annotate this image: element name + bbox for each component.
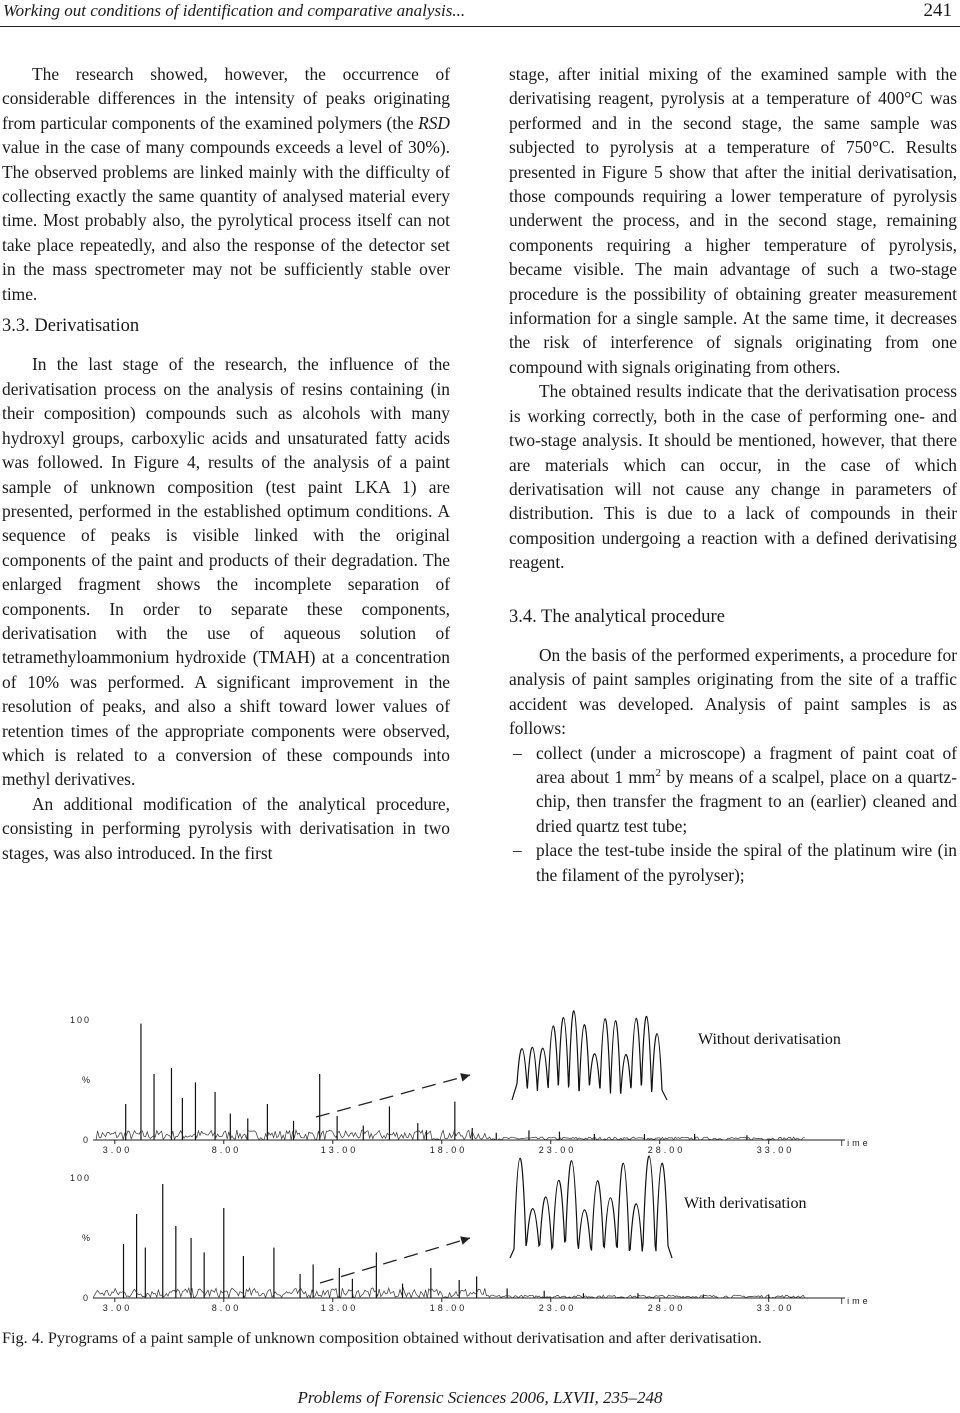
- procedure-step-collect: – collect (under a microscope) a fragment of paint coat of area about 1 $mm^2$ by means of a scalpel, place on a quartz-chip, then transfer the fragment to an (earlier) cleaned and dried quartz test tube;: [509, 741, 957, 839]
- x-tick-label: 23.00: [538, 1303, 577, 1313]
- panel-label: With derivatisation: [684, 1195, 807, 1212]
- journal-footer: Problems of Forensic Sciences 2006, LXVII, 235–248: [297, 1388, 663, 1407]
- baseline-noise: [93, 1288, 805, 1298]
- x-tick-label: 18.00: [429, 1303, 468, 1313]
- paragraph-results: The obtained results indicate that the derivatisation process is working correctly, both in the case of performing one- and two-stage analysis. It should be mentioned, however, that there are materials which can occur, in the case of which derivatisation will not cause any change in parameters of distribution. This is due to a lack of compounds in their composition undergoing a reaction with a defined derivatising reagent.: [509, 381, 957, 573]
- rsd-term: RSD: [418, 112, 450, 133]
- x-axis-title: Time: [839, 1138, 871, 1148]
- magnified-fragment: [510, 1156, 672, 1258]
- arrow-head: [460, 1073, 470, 1081]
- paragraph-two-stage: An additional modification of the analytical procedure, consisting in performing pyrolysis with derivatisation in two stages, was also introduced. In the first: [2, 793, 450, 863]
- x-tick-label: 28.00: [647, 1145, 686, 1155]
- paragraph-stage-continuation: stage, after initial mixing of the examined sample with the derivatising reagent, pyrolysis at a temperature of 400°C was performed and in the second stage, the same sample was subjected to pyrolysis at a temperature of 750°C. Results presented in Figure 5 show that after the initial derivatisation, those compounds requiring a lower temperature of pyrolysis underwent the process, and in the second stage, remaining components requiring a higher temperature of pyrolysis, became visible. The main advantage of such a two-stage procedure is the possibility of obtaining greater measurement information for a single sample. At the same time, it decreases the risk of interference of signals originating from one compound with signals originating from others.: [509, 64, 957, 377]
- x-axis-title: Time: [839, 1296, 871, 1306]
- x-tick-label: 23.00: [538, 1145, 577, 1155]
- running-header: [0, 0, 960, 27]
- pyrogram-figure: [0, 1000, 960, 1330]
- x-tick-label: 33.00: [756, 1303, 795, 1313]
- section-heading-derivatisation: 3.3. Derivatisation: [2, 316, 140, 337]
- magnify-arrow: [316, 1075, 470, 1117]
- left-column: [2, 62, 450, 865]
- x-tick-label: 13.00: [320, 1303, 359, 1313]
- y-axis-min-label: 0: [83, 1293, 91, 1303]
- x-tick-label: 28.00: [647, 1303, 686, 1313]
- procedure-step-place: – place the test-tube inside the spiral of the platinum wire (in the filament of the pyrolyser);: [509, 838, 957, 887]
- running-title: Working out conditions of identification and comparative analysis...: [3, 1, 466, 20]
- x-tick-label: 8.00: [211, 1303, 242, 1313]
- x-tick-label: 3.00: [102, 1145, 133, 1155]
- paragraph-procedure-intro: On the basis of the performed experiments, a procedure for analysis of paint samples originating from the site of a traffic accident was developed. Analysis of paint samples is as follows:: [509, 644, 957, 739]
- panel-label: Without derivatisation: [698, 1031, 841, 1048]
- procedure-list: [509, 741, 957, 887]
- x-tick-label: 18.00: [429, 1145, 468, 1155]
- y-axis-min-label: 0: [83, 1135, 91, 1145]
- page-number: 241: [923, 0, 952, 21]
- figure-4: [0, 1000, 960, 1330]
- right-column: [509, 62, 957, 887]
- x-tick-label: 33.00: [756, 1145, 795, 1155]
- section-heading-analytical-procedure: 3.4. The analytical procedure: [509, 606, 725, 627]
- paragraph-derivatisation: In the last stage of the research, the influence of the derivatisation process on the analysis of resins containing (in their composition) compounds such as alcohols with many hydroxyl groups, carboxylic acids and unsaturated fatty acids was followed. In Figure 4, results of the analysis of a paint sample of unknown composition (test paint LKA 1) are presented, performed in the established optimum conditions. A sequence of peaks is visible linked with the original components of the paint and products of their degradation. The enlarged fragment shows the incomplete separation of components. In order to separate these components, derivatisation with the use of aqueous solution of tetramethyloammonium hydroxide (TMAH) at a concentration of 10% was performed. A significant improvement in the resolution of peaks, and also a shift toward lower values of retention times of the appropriate components were observed, which is related to a conversion of these compounds into methyl derivatives.: [2, 354, 450, 790]
- y-axis-max-label: 100: [70, 1173, 92, 1183]
- figure-caption: Fig. 4. Pyrograms of a paint sample of unknown composition obtained without derivatisation and after derivatisation.: [2, 1329, 762, 1347]
- x-tick-label: 13.00: [320, 1145, 359, 1155]
- arrow-head: [460, 1236, 470, 1244]
- magnified-fragment: [512, 1011, 667, 1100]
- y-axis-max-label: 100: [70, 1015, 92, 1025]
- baseline-noise: [93, 1130, 805, 1140]
- y-axis-unit-label: %: [82, 1075, 93, 1085]
- magnify-arrow: [320, 1238, 470, 1283]
- x-tick-label: 8.00: [211, 1145, 242, 1155]
- x-tick-label: 3.00: [102, 1303, 133, 1313]
- paragraph-rsd: The research showed, however, the occurrence of considerable differences in the intensity of peaks originating from particular components of the examined polymers (the RSD value in the case of many compounds exceeds a level of 30%). The observed problems are linked mainly with the difficulty of collecting exactly the same quantity of analysed material every time. Most probably also, the pyrolytical process itself can not take place repeatedly, and also the response of the detector set in the mass spectrometer may not be sufficiently stable over time.: [2, 64, 450, 304]
- y-axis-unit-label: %: [82, 1233, 93, 1243]
